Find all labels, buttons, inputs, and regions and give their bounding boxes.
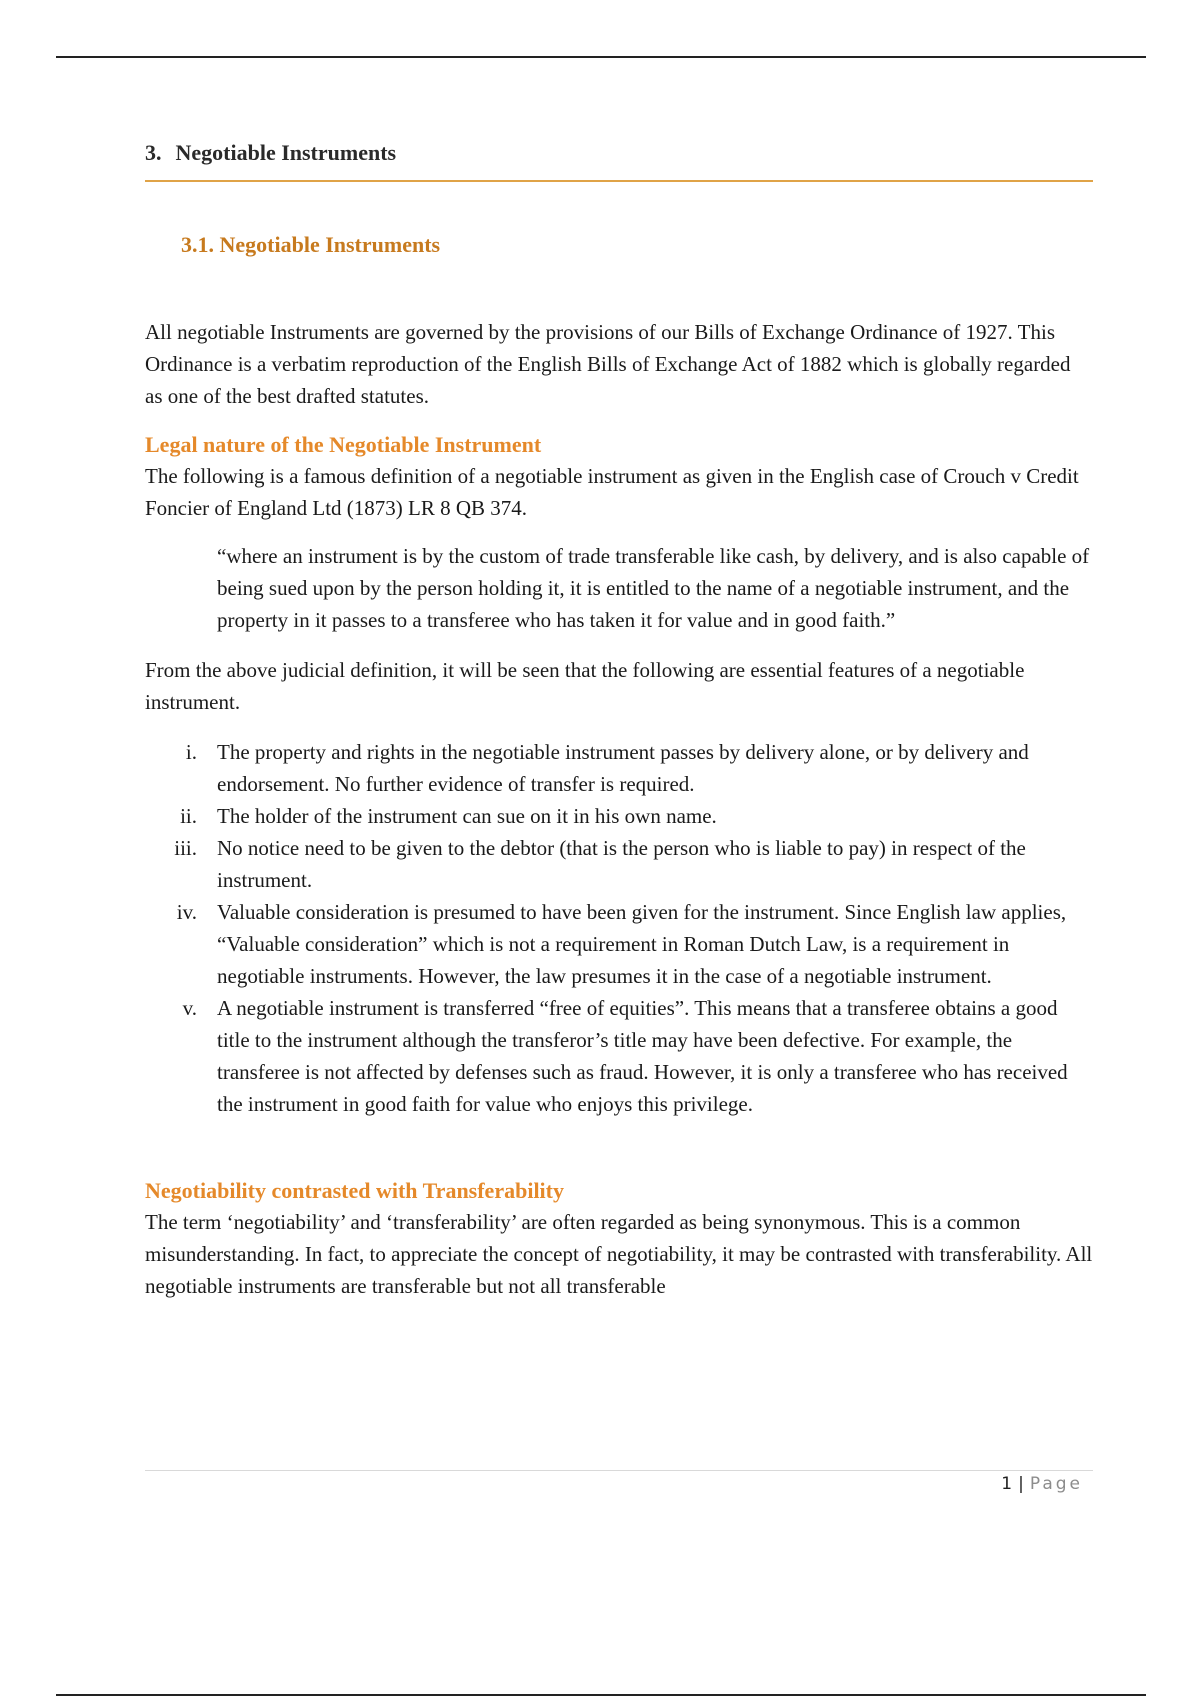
page-footer [145,1474,1083,1494]
list-item-text: Valuable consideration is presumed to have been given for the instrument. Since English law applies, “Valuable consideration” which is not a requirement in Roman Dutch Law, is a requirement in negotiable instruments. However, the law presumes it in the case of a negotiable instrument. [217,900,1067,988]
chapter-number: 3. [145,140,162,165]
chapter-heading [145,140,1093,182]
section-heading: 3.1. Negotiable Instruments [181,232,441,257]
list-item-text: The property and rights in the negotiable instrument passes by delivery alone, or by delivery and endorsement. No further evidence of transfer is required. [217,740,1029,796]
legal-nature-heading: Legal nature of the Negotiable Instrument [145,432,542,457]
list-item [145,800,1093,832]
list-numeral: i. [185,740,197,764]
negotiability-paragraph: The term ‘negotiability’ and ‘transferability’ are often regarded as being synonymous. This is a common misunderstanding. In fact, to appreciate the concept of negotiability, it may be contrasted with transferability. All negotiable instruments are transferable but not all transferable [145,1210,1093,1298]
list-numeral: iii. [174,836,197,860]
features-intro-paragraph: From the above judicial definition, it will be seen that the following are essential features of a negotiable instrument. [145,658,1025,714]
document-page [145,140,1093,1302]
bottom-border-rule [56,1694,1146,1696]
intro-paragraph: All negotiable Instruments are governed by the provisions of our Bills of Exchange Ordinance of 1927. This Ordinance is a verbatim reproduction of the English Bills of Exchange Act of 1882 which is globally regarded as one of the best drafted statutes. [145,320,1071,408]
list-item-text: The holder of the instrument can sue on it in his own name. [217,804,717,828]
top-border-rule [56,56,1146,58]
list-item [145,992,1093,1120]
page-label: Page [1029,1474,1083,1494]
page-number: 1 [1001,1474,1013,1494]
chapter-title: Negotiable Instruments [175,140,397,165]
list-item [145,832,1093,896]
list-item [145,736,1093,800]
list-item [145,896,1093,992]
footer-separator: | [1018,1474,1024,1494]
list-item-text: No notice need to be given to the debtor (that is the person who is liable to pay) in respect of the instrument. [217,836,1026,892]
footer-rule [145,1470,1093,1471]
list-item-text: A negotiable instrument is transferred “free of equities”. This means that a transferee obtains a good title to the instrument although the transferor’s title may have been defective. For example, the transferee is not affected by defenses such as fraud. However, it is only a transferee who has received the instrument in good faith for value who enjoys this privilege. [217,996,1068,1116]
list-numeral: v. [182,996,197,1020]
negotiability-heading: Negotiability contrasted with Transferability [145,1178,564,1203]
list-numeral: ii. [180,804,197,828]
legal-nature-paragraph: The following is a famous definition of a negotiable instrument as given in the English case of Crouch v Credit Foncier of England Ltd (1873) LR 8 QB 374. [145,464,1079,520]
list-numeral: iv. [176,900,197,924]
features-list [145,736,1093,1120]
definition-quote: “where an instrument is by the custom of trade transferable like cash, by delivery, and is also capable of being sued upon by the person holding it, it is entitled to the name of a negotiable instrument, and the property in it passes to a transferee who has taken it for value and in good faith.” [217,544,1090,632]
